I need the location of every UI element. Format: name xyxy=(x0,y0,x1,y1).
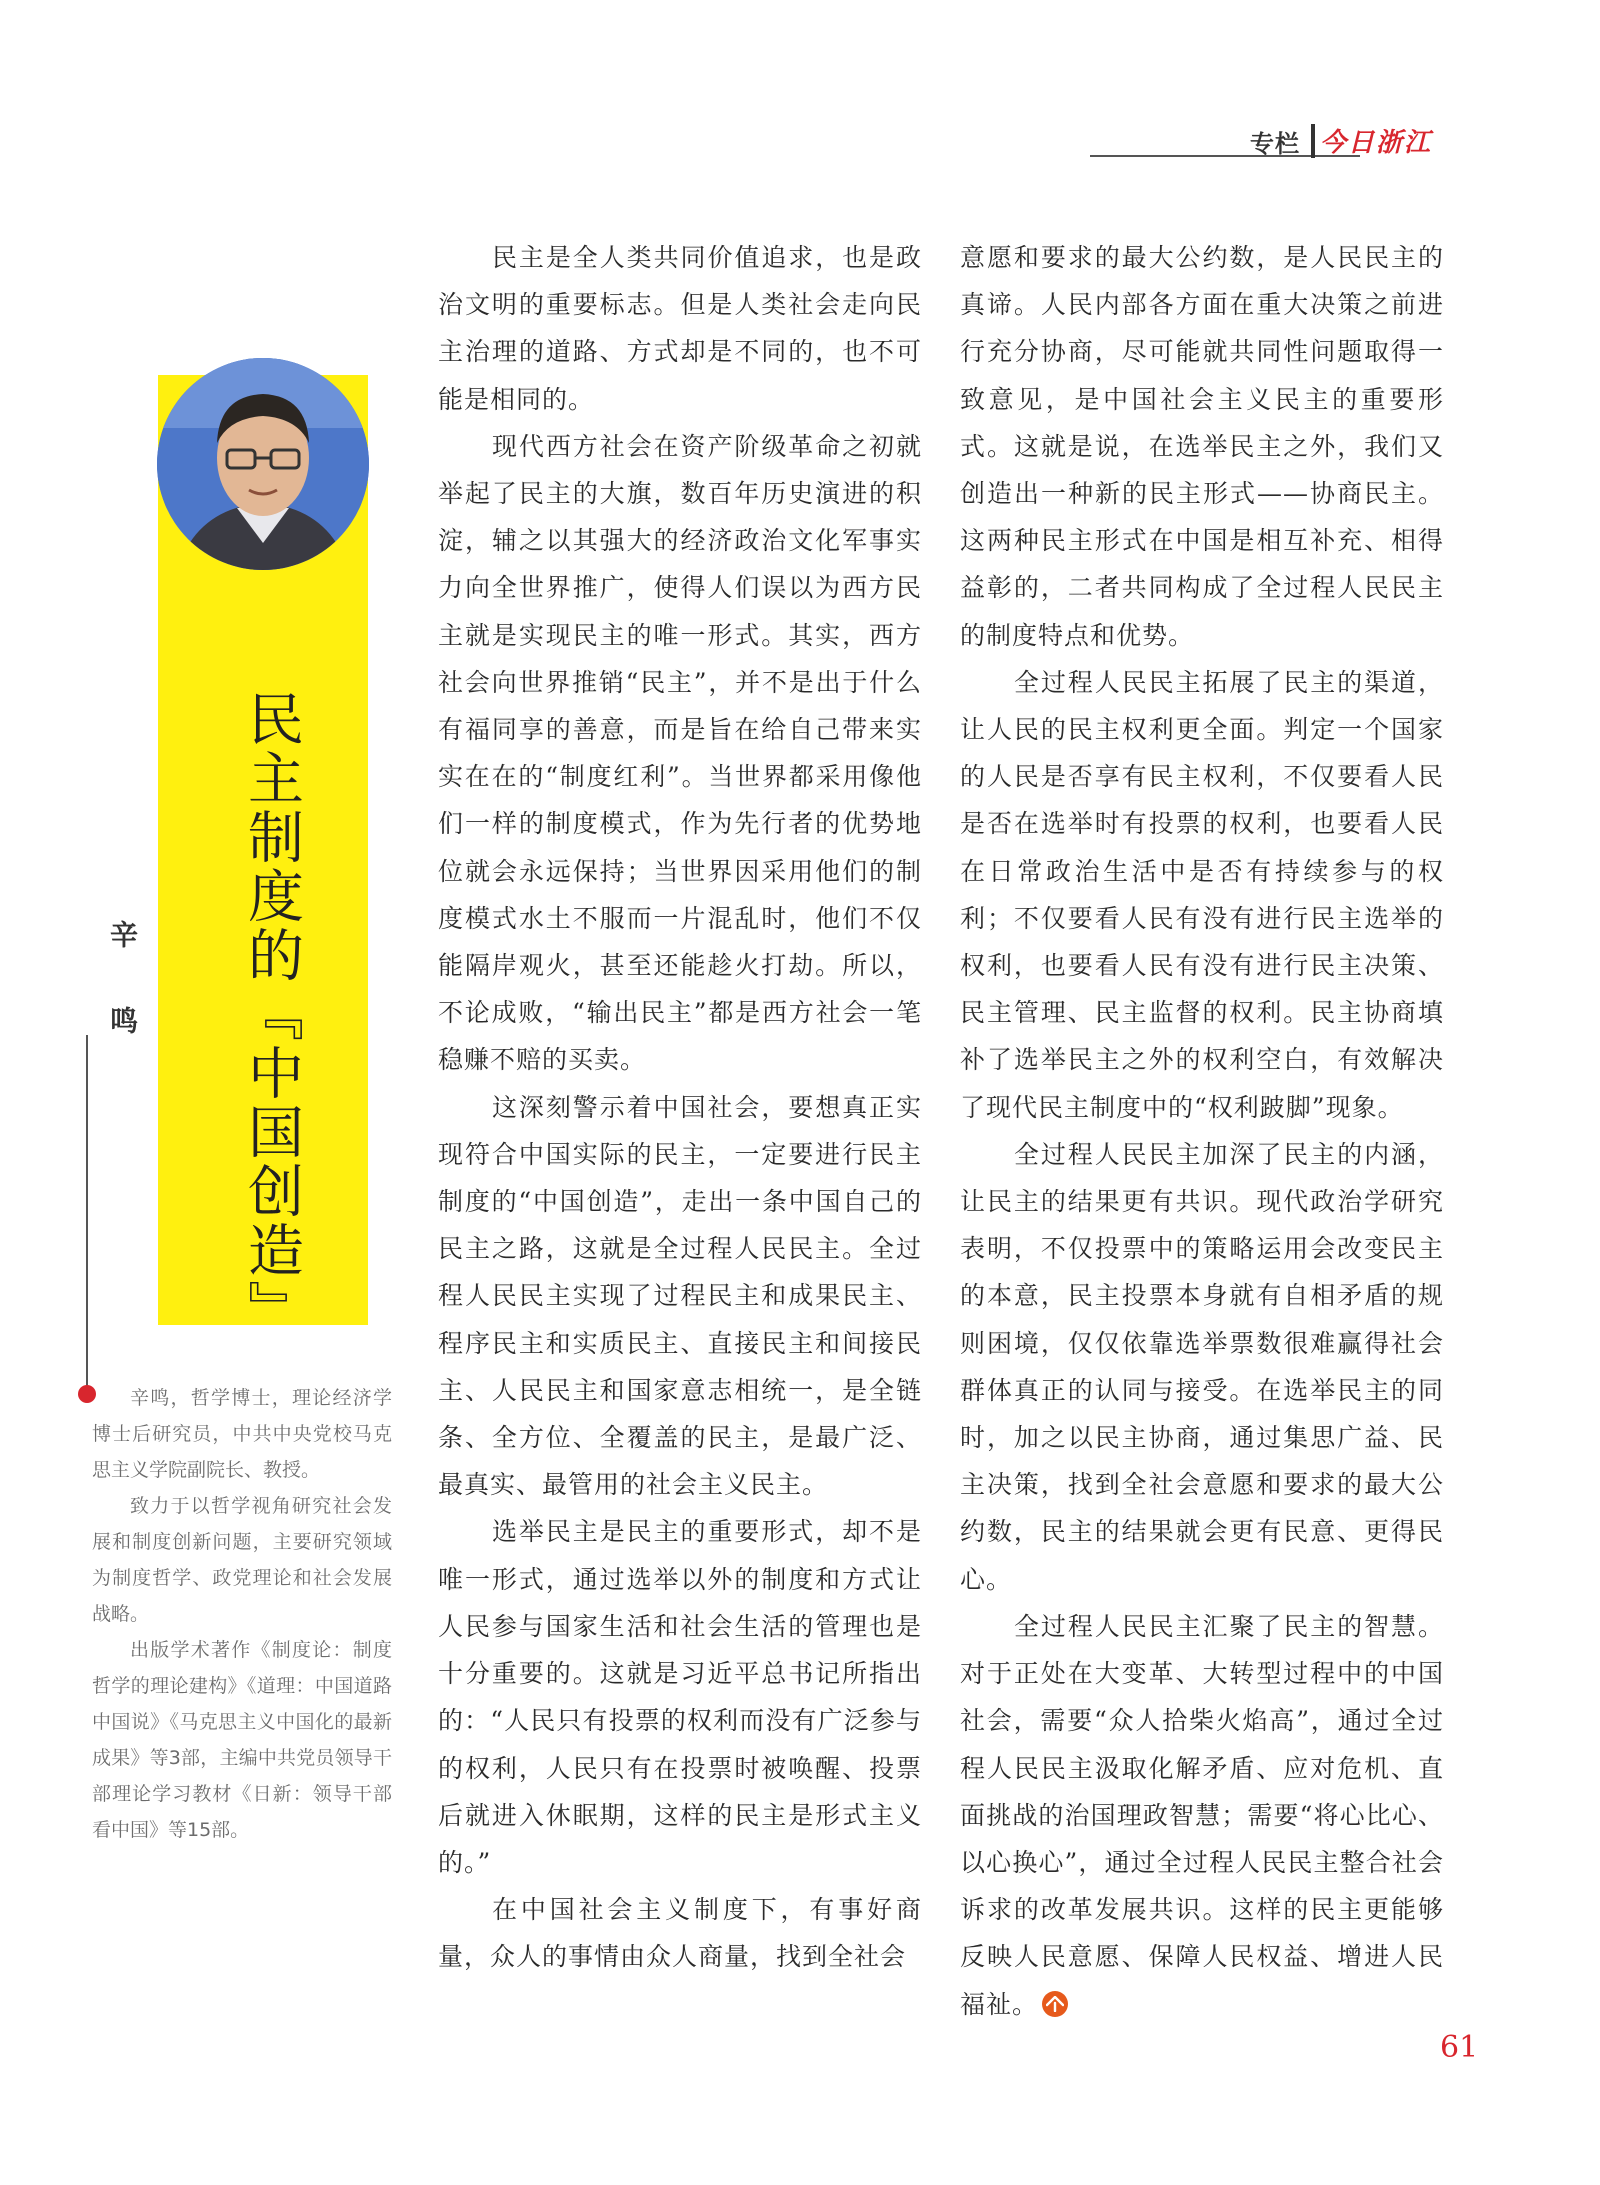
author-bio xyxy=(92,1380,392,1848)
body-paragraph-text: 全过程人民民主汇聚了民主的智慧。对于正处在大变革、大转型过程中的中国社会，需要“众人拾柴火焰高”，通过全过程人民民主汲取化解矛盾、应对危机、直面挑战的治国理政智慧；需要“将心比心、以心换心”，通过全过程人民民主整合社会诉求的改革发展共识。这样的民主更能够反映人民意愿、保障人民权益、增进人民福祉。 xyxy=(960,1611,1444,2019)
body-paragraph: 全过程人民民主加深了民主的内涵，让民主的结果更有共识。现代政治学研究表明，不仅投票中的策略运用会改变民主的本意，民主投票本身就有自相矛盾的规则困境，仅仅依靠选举票数很难赢得社会群体真正的认同与接受。在选举民主的同时，加之以民主协商，通过集思广益、民主决策，找到全社会意愿和要求的最大公约数，民主的结果就会更有民意、更得民心。 xyxy=(960,1139,1444,1594)
bio-paragraph: 出版学术著作《制度论：制度哲学的理论建构》《道理：中国道路中国说》《马克思主义中国化的最新成果》等3部，主编中共党员领导干部理论学习教材《日新：领导干部看中国》等15部。 xyxy=(92,1639,392,1841)
body-paragraph: 民主是全人类共同价值追求，也是政治文明的重要标志。但是人类社会走向民主治理的道路、方式却是不同的，也不可能是相同的。 xyxy=(438,243,922,414)
author-photo xyxy=(157,358,369,570)
body-paragraph: 意愿和要求的最大公约数，是人民民主的真谛。人民内部各方面在重大决策之前进行充分协商，尽可能就共同性问题取得一致意见，是中国社会主义民主的重要形式。这就是说，在选举民主之外，我们又创造出一种新的民主形式——协商民主。这两种民主形式在中国是相互补充、相得益彰的，二者共同构成了全过程人民民主的制度特点和优势。 xyxy=(960,243,1444,650)
article-title: 民主制度的『中国创造』 xyxy=(239,690,304,1339)
bio-paragraph: 辛鸣，哲学博士，理论经济学博士后研究员，中共中央党校马克思主义学院副院长、教授。 xyxy=(92,1387,392,1481)
body-column-middle xyxy=(438,234,922,1981)
page-number: 61 xyxy=(1440,2030,1479,2065)
body-paragraph: 现代西方社会在资产阶级革命之初就举起了民主的大旗，数百年历史演进的积淀，辅之以其强大的经济政治文化军事实力向全世界推广，使得人们误以为西方民主就是实现民主的唯一形式。其实，西方社会向世界推销“民主”，并不是出于什么有福同享的善意，而是旨在给自己带来实实在在的“制度红利”。当世界都采用像他们一样的制度模式，作为先行者的优势地位就会永远保持；当世界因采用他们的制度模式水土不服而一片混乱时，他们不仅能隔岸观火，甚至还能趁火打劫。所以，不论成败，“输出民主”都是西方社会一笔稳赚不赔的买卖。 xyxy=(438,431,922,1075)
body-paragraph: 全过程人民民主拓展了民主的渠道，让人民的民主权利更全面。判定一个国家的人民是否享有民主权利，不仅要看人民是否在选举时有投票的权利，也要看人民在日常政治生活中是否有持续参与的权利；不仅要看人民有没有进行民主选举的权利，也要看人民有没有进行民主决策、民主管理、民主监督的权利。民主协商填补了选举民主之外的权利空白，有效解决了现代民主制度中的“权利跛脚”现象。 xyxy=(960,667,1444,1122)
header-divider xyxy=(1311,124,1315,158)
body-column-right xyxy=(960,234,1444,2028)
magazine-name-logo: 今日浙江 xyxy=(1320,128,1433,158)
body-paragraph-last xyxy=(960,1603,1444,2028)
author-rule xyxy=(86,1035,88,1395)
author-name: 辛 鸣 xyxy=(106,920,139,1058)
bio-paragraph: 致力于以哲学视角研究社会发展和制度创新问题，主要研究领域为制度哲学、政党理论和社会发展战略。 xyxy=(92,1495,392,1625)
body-paragraph: 在中国社会主义制度下，有事好商量，众人的事情由众人商量，找到全社会 xyxy=(438,1895,922,1972)
column-label: 专栏 xyxy=(1250,130,1300,158)
body-paragraph: 这深刻警示着中国社会，要想真正实现符合中国实际的民主，一定要进行民主制度的“中国创造”，走出一条中国自己的民主之路，这就是全过程人民民主。全过程人民民主实现了过程民主和成果民主、程序民主和实质民主、直接民主和间接民主、人民民主和国家意志相统一，是全链条、全方位、全覆盖的民主，是最广泛、最真实、最管用的社会主义民主。 xyxy=(438,1092,922,1500)
body-paragraph: 选举民主是民主的重要形式，却不是唯一形式，通过选举以外的制度和方式让人民参与国家生活和社会生活的管理也是十分重要的。这就是习近平总书记所指出的：“人民只有投票的权利而没有广泛参与的权利，人民只有在投票时被唤醒、投票后就进入休眠期，这样的民主是形式主义的。” xyxy=(438,1517,922,1877)
end-mark-icon xyxy=(1042,1991,1068,2017)
